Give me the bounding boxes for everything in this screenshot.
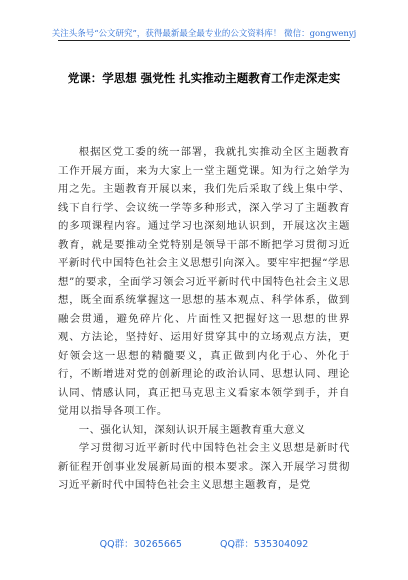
- section-heading: 一、强化认知，深刻认识开展主题教育重大意义: [78, 423, 306, 436]
- section-paragraph: 学习贯彻习近平新时代中国特色社会主义思想是新时代新征程开创事业发展新局面的根本要求。深入开展学习贯彻习近平新时代中国特色社会主义思想主题教育，是党: [58, 442, 350, 491]
- header-divider: [58, 40, 350, 41]
- footer: [0, 536, 408, 550]
- footer-qq-group-1: QQ群：30265665: [99, 539, 182, 550]
- header-note: 关注头条号“公文研究”，获得最新最全最专业的公文资料库！ 微信：gongwenyj: [51, 29, 357, 39]
- footer-qq-group-2: QQ群：535304092: [219, 539, 309, 550]
- document-body: [58, 143, 350, 495]
- body-paragraph: 根据区党工委的统一部署，我就扎实推动全区主题教育工作开展方面，来为大家上一堂主题党课。知为行之始学为用之先。主题教育开展以来，我们先后采取了线上集中学、线下自行学、会议统一学等多种形式，深入学习了主题教育的多项课程内容。通过学习也深刻地认识到，开展这次主题教育，就是要推动全党特别是领导干部不断把学习贯彻习近平新时代中国特色社会主义思想引向深入。要牢牢把握“学思想”的要求，全面学习领会习近平新时代中国特色社会主义思想，既全面系统掌握这一思想的基本观点、科学体系，做到融会贯通，避免碎片化、片面性又把握好这一思想的世界观、方法论，坚持好、运用好贯穿其中的立场观点方法，更好领会这一思想的精髓要义，真正做到内化于心、外化于行，不断增进对党的创新理论的政治认同、思想认同、理论认同、情感认同，真正把马克思主义看家本领学到手，并自觉用以指导各项工作。: [58, 146, 350, 417]
- document-title: 党课：学思想 强党性 扎实推动主题教育工作走深走实: [67, 71, 341, 85]
